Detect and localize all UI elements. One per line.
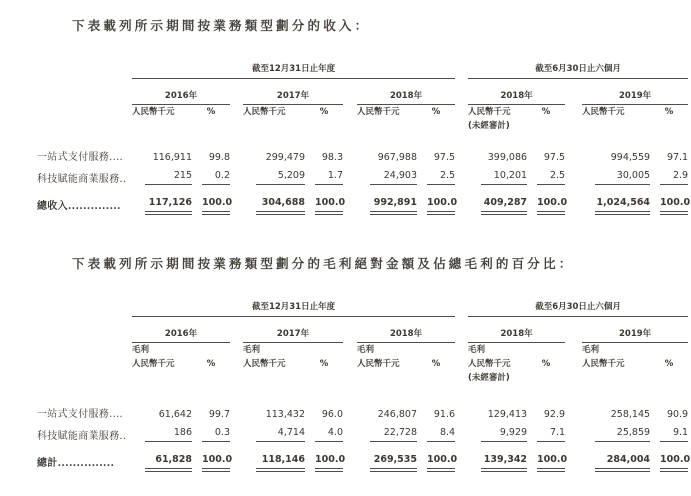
- cell-value: 2.5: [537, 170, 565, 185]
- col-header-percent: %: [541, 107, 551, 117]
- cell-value: 129,413: [487, 409, 528, 420]
- col-header-percent: %: [206, 107, 216, 117]
- col-header-amount: 人民幣千元: [468, 107, 511, 117]
- col-header-gross-profit: 毛利: [357, 345, 375, 355]
- cell-value: 246,807: [377, 409, 417, 420]
- cell-value: 7.1: [537, 427, 565, 442]
- total-value: 269,535: [370, 454, 417, 469]
- total-row-label: 總收入..............: [37, 201, 121, 212]
- cell-value: 2.9: [660, 170, 688, 185]
- cell-value: 91.6: [433, 409, 456, 420]
- col-header-percent: %: [319, 359, 329, 369]
- year-header-2017: 2017年: [243, 79, 343, 105]
- period-header-interim: 截至6月30日止六個月: [468, 62, 688, 79]
- col-header-percent: %: [319, 107, 329, 117]
- cell-value: 116,911: [152, 152, 192, 163]
- period-header-annual: 截至12月31日止年度: [132, 300, 455, 317]
- cell-value: 0.2: [202, 170, 230, 185]
- col-header-percent: %: [664, 359, 674, 369]
- cell-value: 98.3: [321, 152, 343, 163]
- cell-value: 1.7: [315, 170, 343, 185]
- total-value: 100.0: [537, 454, 565, 469]
- col-header-percent: %: [206, 359, 216, 369]
- row-label-tech-services: 科技賦能商業服務..: [37, 174, 127, 185]
- cell-value: 24,903: [370, 170, 417, 185]
- total-value: 284,004: [595, 454, 650, 469]
- cell-value: 113,432: [265, 409, 305, 420]
- cell-value: 97.5: [543, 152, 566, 163]
- col-header-percent: %: [664, 107, 674, 117]
- year-header-2018: 2018年: [357, 317, 455, 343]
- cell-value: 258,145: [610, 409, 651, 420]
- cell-value: 90.9: [666, 409, 689, 420]
- total-value: 100.0: [202, 454, 230, 469]
- cell-value: 9.1: [660, 427, 688, 442]
- cell-value: 61,642: [158, 409, 192, 420]
- year-header-2016: 2016年: [132, 79, 230, 105]
- year-header-2018: 2018年: [357, 79, 455, 105]
- col-header-gross-profit: 毛利: [468, 345, 486, 355]
- revenue-table: [37, 62, 691, 212]
- total-value: 61,828: [145, 454, 192, 469]
- year-header-2019: 2019年: [582, 79, 688, 105]
- cell-value: 99.7: [208, 409, 230, 420]
- cell-value: 5,209: [256, 170, 305, 185]
- cell-value: 4.0: [315, 427, 343, 442]
- cell-value: 10,201: [481, 170, 527, 185]
- year-header-2016: 2016年: [132, 317, 230, 343]
- total-value: 100.0: [315, 197, 343, 212]
- cell-value: 22,728: [370, 427, 417, 442]
- col-header-gross-profit: 毛利: [243, 345, 261, 355]
- col-header-amount: 人民幣千元: [468, 359, 511, 369]
- total-value: 409,287: [481, 197, 527, 212]
- total-value: 100.0: [427, 454, 455, 469]
- total-value: 100.0: [202, 197, 230, 212]
- col-header-percent: %: [431, 359, 441, 369]
- cell-value: 92.9: [543, 409, 566, 420]
- cell-value: 97.5: [433, 152, 456, 163]
- cell-value: 186: [145, 427, 192, 442]
- cell-value: 4,714: [256, 427, 305, 442]
- total-value: 100.0: [537, 197, 565, 212]
- row-label-payment-services: 一站式支付服務....: [37, 409, 124, 420]
- year-header-2018-interim: 2018年: [468, 79, 565, 105]
- year-header-2018-interim: 2018年: [468, 317, 565, 343]
- col-header-amount: 人民幣千元: [582, 107, 625, 117]
- cell-value: 99.8: [208, 152, 230, 163]
- total-value: 117,126: [145, 197, 192, 212]
- period-header-interim: 截至6月30日止六個月: [468, 300, 688, 317]
- total-value: 118,146: [256, 454, 305, 469]
- cell-value: 96.0: [321, 409, 343, 420]
- col-header-gross-profit: 毛利: [132, 345, 150, 355]
- total-value: 100.0: [315, 454, 343, 469]
- cell-value: 9,929: [481, 427, 527, 442]
- period-header-annual: 截至12月31日止年度: [132, 62, 455, 79]
- unaudited-note: (未經審計): [468, 373, 510, 383]
- year-header-2017: 2017年: [243, 317, 343, 343]
- cell-value: 0.3: [202, 427, 230, 442]
- row-label-payment-services: 一站式支付服務....: [37, 152, 124, 163]
- section-heading-gross-profit: 下表載列所示期間按業務類型劃分的毛利絕對金額及佔總毛利的百分比：: [72, 256, 575, 271]
- gross-profit-table: [37, 300, 691, 469]
- col-header-percent: %: [431, 107, 441, 117]
- cell-value: 2.5: [427, 170, 455, 185]
- col-header-amount: 人民幣千元: [357, 107, 400, 117]
- col-header-amount: 人民幣千元: [132, 359, 175, 369]
- cell-value: 97.1: [666, 152, 689, 163]
- section-heading-revenue: 下表載列所示期間按業務類型劃分的收入：: [72, 18, 371, 33]
- col-header-amount: 人民幣千元: [132, 107, 175, 117]
- total-value: 1,024,564: [595, 197, 650, 212]
- col-header-gross-profit: 毛利: [582, 345, 600, 355]
- total-value: 304,688: [256, 197, 305, 212]
- col-header-percent: %: [541, 359, 551, 369]
- total-value: 100.0: [660, 454, 688, 469]
- col-header-amount: 人民幣千元: [357, 359, 400, 369]
- year-header-2019: 2019年: [582, 317, 688, 343]
- total-value: 100.0: [427, 197, 455, 212]
- cell-value: 994,559: [610, 152, 651, 163]
- cell-value: 967,988: [377, 152, 417, 163]
- total-value: 992,891: [370, 197, 417, 212]
- cell-value: 25,859: [595, 427, 650, 442]
- cell-value: 215: [145, 170, 192, 185]
- total-value: 139,342: [481, 454, 527, 469]
- col-header-amount: 人民幣千元: [243, 107, 286, 117]
- cell-value: 8.4: [427, 427, 455, 442]
- cell-value: 299,479: [265, 152, 305, 163]
- cell-value: 30,005: [595, 170, 650, 185]
- cell-value: 399,086: [487, 152, 528, 163]
- total-row-label: 總計...............: [37, 458, 115, 469]
- total-value: 100.0: [660, 197, 688, 212]
- unaudited-note: (未經審計): [468, 121, 510, 131]
- row-label-tech-services: 科技賦能商業服務..: [37, 431, 127, 442]
- col-header-amount: 人民幣千元: [243, 359, 286, 369]
- col-header-amount: 人民幣千元: [582, 359, 625, 369]
